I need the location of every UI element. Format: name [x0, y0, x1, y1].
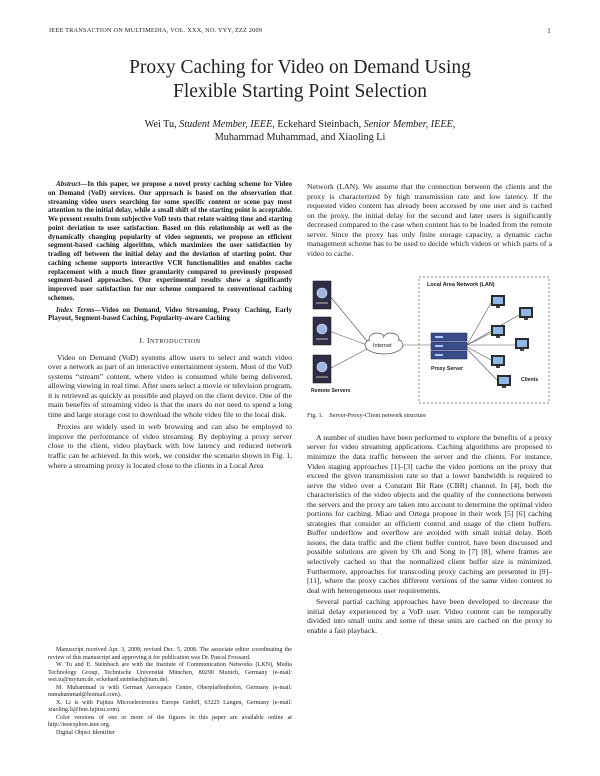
clients-label: Clients — [521, 377, 539, 384]
figure-1-caption — [307, 411, 552, 421]
figure-1 — [307, 275, 552, 407]
author-line-1 — [60, 118, 540, 131]
index-terms-text: —Video on Demand, Video Streaming, Proxy Caching, Early Playout, Segment-based Caching, Popularity-aware Caching — [48, 305, 292, 323]
author-name: Eckehard Steinbach, — [274, 119, 364, 130]
proxy-server-label: Proxy Server — [431, 366, 464, 373]
monitor-icon — [491, 295, 505, 308]
footnote-doi: Digital Object Identifier — [56, 729, 115, 736]
abstract — [48, 180, 292, 303]
remote-servers-label: Remote Servers — [311, 388, 351, 395]
continued-paragraph: Network (LAN). We assume that the connection between the clients and the proxy is characterized by high transmission rate and low latency. If the requested video content has already been accessed by one user and is cached on the proxy, the initial delay for the second and later users is significantly decreased compared to the case when content has to be loaded from the remote server. Since the proxy has only finite storage capacity, a dynamic cache management scheme has to be used to decide which videos or which parts of a video to cache. — [307, 182, 552, 258]
abstract-text: —In this paper, we propose a novel proxy caching scheme for Video on Demand (VoD) services. Our approach is based on the observation that streaming video users searching for some specific content or scene pay most attention to the initial delay, while a small shift of the starting point is acceptable. We present results from subjective VoD tests that relate waiting time and starting point deviation to user satisfaction. Based on this relationship as well as the dynamically changing popularity of video segments, we propose an efficient segment-based caching algorithm, which maximizes the user satisfaction by trading off between the initial delay and the deviation of starting point. Our caching scheme supports interactive VCR functionalities and enables cache replacement with a much finer granularity compared to previously proposed segment-based approaches. Our experimental results show a significantly improved user satisfaction for our scheme compared to conventional caching schemes. — [48, 180, 292, 302]
network-links — [329, 295, 519, 380]
footnote-affiliation-muhammad: M. Muhammad is with German Aerospace Centre, Oberpfaffenhofen, Germany (e-mail: mmuhammad@hotmail.com). — [48, 684, 292, 698]
monitor-icon — [519, 307, 533, 320]
author-list — [60, 118, 540, 144]
section-numeral: I. — [139, 336, 148, 345]
partial-caching-paragraph: Several partial caching approaches have been developed to decrease the initial delay experienced by a VoD user. Video content can be temporally divided into small units and some of these units are cached on the proxy to enable a fast playback. — [307, 597, 552, 635]
footnote-color: Color versions of one or more of the figures in this paper are available online at http://ieeexplore.ieee.org. — [48, 714, 292, 728]
server-tower-icon — [313, 355, 331, 383]
intro-paragraph-2: Proxies are widely used in web browsing and can also be employed to improve the performance of video streaming. By deploying a proxy server close to the client, video playback with low latency and reduced network traffic can be achieved. In this work, we consider the scenario shown in Fig. 1, where a streaming proxy is located close to the clients in a Local Area — [48, 422, 292, 470]
monitor-icon — [491, 355, 505, 368]
title-line-1: Proxy Caching for Video on Demand Using — [129, 57, 471, 78]
internet-label: Internet — [373, 343, 392, 350]
author-line-2: Muhammad Muhammad, and Xiaoling Li — [214, 132, 386, 143]
footnote-received: Manuscript received Apr. 3, 2008; revised Dec. 5, 2008. The associate editor coordinating the review of this manuscript and approving it for publication was Dr. Pascal Frossard. — [48, 647, 292, 661]
author-role: Student Member, IEEE, — [179, 119, 275, 130]
server-tower-icon — [313, 317, 331, 345]
related-work-paragraph: A number of studies have been performed to explore the benefits of a proxy server for video streaming applications. Caching algorithms are proposed to minimize the data traffic between the server and the clients. For instance, Video staging approaches [1]–[3] cache the video portions on the proxy that exceed the given transmission rate so that a lower bandwidth is required to serve the video over a Constant Bit Rate (CBR) channel. In [4], both the characteristics of the video objects and the quality of the connections between the servers and the proxy are taken into account to determine the optimal video portions for caching. Miao and Ortega propose in their work [5] [6] caching strategies that consider an efficient control and usage of the client buffers. Buffer underflow and overflow are avoided with small initial delay. Both issues, the data traffic and the client buffer control, have been discussed and possible solutions are given by Oh and Song in [7] [8], where frames are selectively cached so that the normalized client buffer size is minimized. Furthermore, approaches for transcoding proxy caching are presented in [9]–[11], where the proxy caches different versions of the same video content to deal with heterogeneous user requirements. — [307, 432, 552, 595]
network-diagram — [307, 275, 552, 407]
monitor-icon — [515, 338, 529, 351]
caption-label: Fig. 1. — [307, 412, 324, 420]
footnotes — [48, 647, 292, 737]
monitor-icon — [491, 325, 505, 338]
index-terms-label: Index Terms — [56, 305, 95, 314]
right-column — [307, 182, 552, 635]
author-role: Senior Member, IEEE, — [363, 119, 456, 130]
footnote-affiliation-li: X. Li is with Fujitsu Microelectronics Europe GmbH, 63225 Langen, Germany (e-mail: xiaoling.li@fme.fujitsu.com). — [48, 699, 292, 713]
abstract-label: Abstract — [56, 180, 81, 188]
footnote-affiliation-tu-steinbach: W. Tu and E. Steinbach are with the Institute of Communication Networks (LKN), Media Technology Group, Technische Universität München, 80290 Munich, Germany (e-mail: wei.tu@mytum.de; eckehard.steinbach@tum.de). — [48, 662, 292, 683]
monitor-icon — [497, 375, 511, 388]
title-line-2: Flexible Starting Point Selection — [172, 81, 428, 102]
left-column — [48, 180, 292, 470]
server-tower-icon — [313, 281, 331, 309]
paper-title — [40, 56, 560, 104]
proxy-rack-icon — [431, 333, 467, 359]
journal-header: IEEE TRANSACTION ON MULTIMEDIA, VOL. XXX, NO. YYY, ZZZ 2009 — [49, 27, 263, 34]
author-name: Wei Tu, — [144, 119, 180, 130]
index-terms — [48, 306, 292, 324]
caption-text: Server-Proxy-Client network structure — [329, 412, 427, 420]
page-number: 1 — [547, 27, 551, 35]
intro-paragraph-1: Video on Demand (VoD) systems allow users to select and watch video over a network as part of an interactive entertainment system. Most of the VoD systems “stream” content, where video is consumed while being delivered, allowing viewing in real time. After users select a movie or television program, it is retrieved as quickly as possible and played on the client device. One of the main benefits of streaming video is that the users do not need to spend a long time and large storage cost to download the whole video file to the local disk. — [48, 352, 292, 419]
section-title-rest: NTRODUCTION — [149, 338, 201, 345]
running-header — [49, 27, 551, 37]
section-heading-introduction — [48, 336, 292, 347]
section-first-letter: I — [147, 336, 150, 345]
lan-label: Local Area Network (LAN) — [427, 282, 495, 289]
